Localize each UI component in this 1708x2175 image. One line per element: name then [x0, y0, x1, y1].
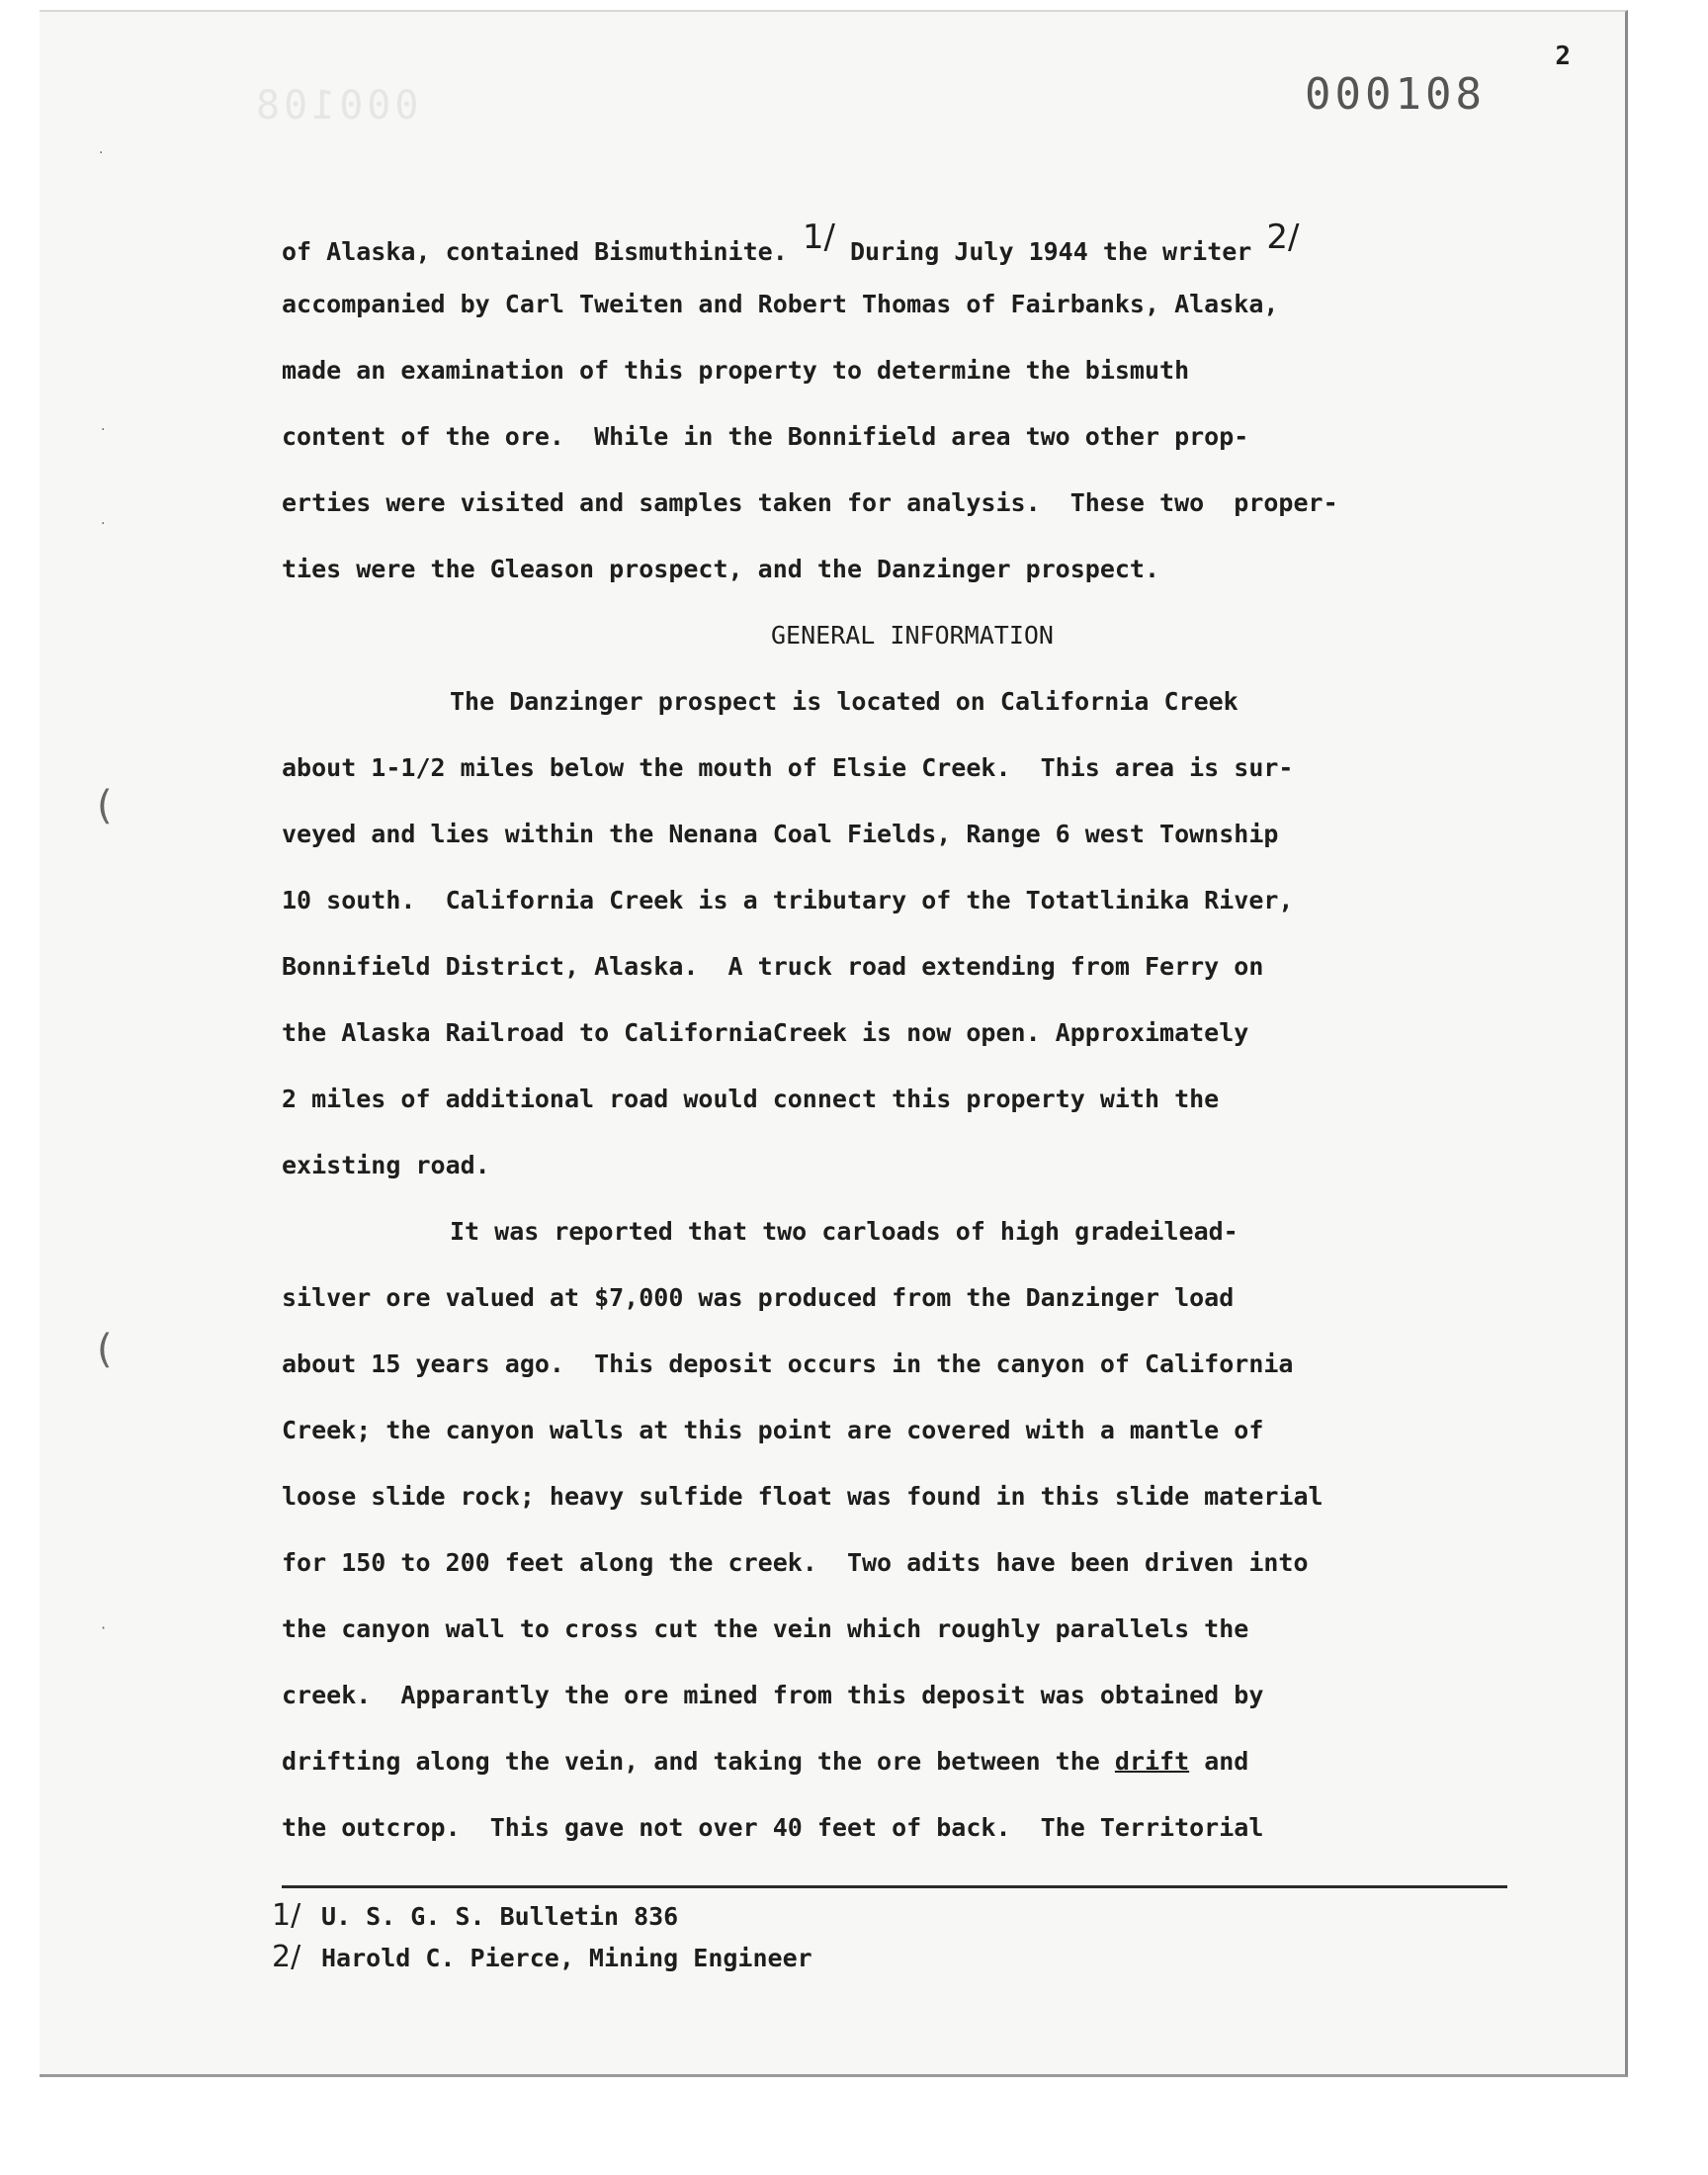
- paragraph-line: loose slide rock; heavy sulfide float was found in this slide material: [282, 1482, 1324, 1511]
- paragraph-line: 10 south. California Creek is a tributary of the Totatlinika River,: [282, 886, 1294, 914]
- body-text: [282, 205, 1527, 1861]
- document-page: [40, 10, 1628, 2077]
- scan-mark: ·: [101, 422, 106, 438]
- paragraph-line: drifting along the vein, and taking the ore between the drift and: [282, 1747, 1249, 1776]
- footnote-ref-2: 2/: [1266, 218, 1300, 257]
- footnote-ref-1: 1/: [802, 218, 835, 257]
- paragraph-line: the Alaska Railroad to CaliforniaCreek is now open. Approximately: [282, 1018, 1249, 1047]
- paragraph-line: of Alaska, contained Bismuthinite. 1/ During July 1944 the writer 2/: [282, 218, 1300, 266]
- footnote-1: 1/ U. S. G. S. Bulletin 836: [272, 1898, 679, 1933]
- paragraph-line: the canyon wall to cross cut the vein which roughly parallels the: [282, 1614, 1249, 1643]
- bleed-through-serial: 000108: [252, 83, 419, 129]
- scan-mark: ·: [101, 1618, 107, 1637]
- scan-mark: ·: [99, 145, 104, 161]
- paragraph-line: ties were the Gleason prospect, and the Danzinger prospect.: [282, 555, 1160, 583]
- paragraph-line: Creek; the canyon walls at this point are covered with a mantle of: [282, 1416, 1264, 1444]
- binder-hole-mark: (: [97, 1327, 113, 1372]
- page-number: 2: [1555, 42, 1571, 71]
- paragraph-line: content of the ore. While in the Bonnifield area two other prop-: [282, 422, 1249, 451]
- paragraph-line: erties were visited and samples taken for analysis. These two proper-: [282, 488, 1338, 517]
- paragraph-line: creek. Apparantly the ore mined from this deposit was obtained by: [282, 1681, 1264, 1709]
- paragraph-line: 2 miles of additional road would connect this property with the: [282, 1085, 1220, 1113]
- paragraph-line: silver ore valued at $7,000 was produced from the Danzinger load: [282, 1283, 1235, 1312]
- document-serial-number: 000108: [1305, 69, 1486, 120]
- paragraph-line: made an examination of this property to determine the bismuth: [282, 356, 1190, 385]
- paragraph-line: The Danzinger prospect is located on California Creek: [450, 687, 1238, 716]
- paragraph-line: for 150 to 200 feet along the creek. Two adits have been driven into: [282, 1548, 1309, 1577]
- paragraph-line: about 1-1/2 miles below the mouth of Elsie Creek. This area is sur-: [282, 753, 1294, 782]
- binder-hole-mark: (: [97, 783, 113, 828]
- paragraph-line: about 15 years ago. This deposit occurs in the canyon of California: [282, 1349, 1294, 1378]
- paragraph-line: veyed and lies within the Nenana Coal Fields, Range 6 west Township: [282, 820, 1279, 848]
- paragraph-line: Bonnifield District, Alaska. A truck road extending from Ferry on: [282, 952, 1264, 981]
- paragraph-line: It was reported that two carloads of high gradeilead-: [450, 1217, 1238, 1246]
- scan-mark: ·: [101, 516, 106, 532]
- underlined-term: drift: [1114, 1747, 1190, 1776]
- paragraph-line: the outcrop. This gave not over 40 feet of back. The Territorial: [282, 1813, 1264, 1842]
- section-heading: GENERAL INFORMATION: [771, 621, 1054, 650]
- footnotes: [272, 1895, 812, 1978]
- footnote-divider: [282, 1885, 1507, 1888]
- paragraph-line: existing road.: [282, 1151, 490, 1179]
- paragraph-line: accompanied by Carl Tweiten and Robert Thomas of Fairbanks, Alaska,: [282, 290, 1279, 318]
- footnote-2: 2/ Harold C. Pierce, Mining Engineer: [272, 1940, 812, 1974]
